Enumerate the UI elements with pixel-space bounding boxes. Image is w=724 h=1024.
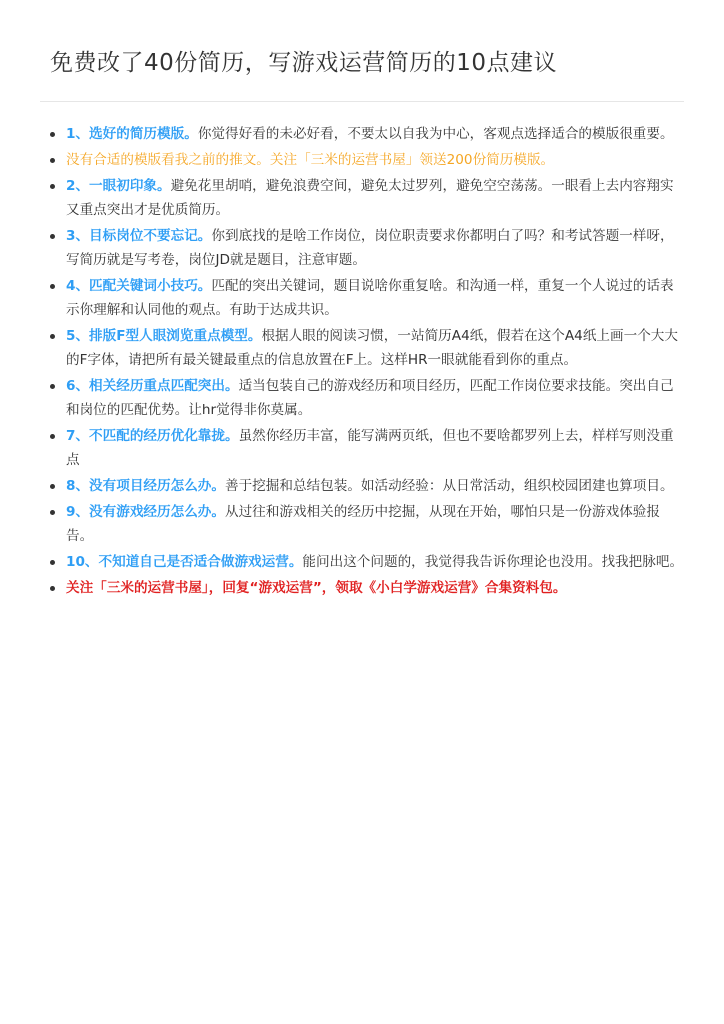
bullet-icon (50, 284, 55, 289)
bullet-icon (50, 158, 55, 163)
item-text: 虽然你经历丰富，能写满两页纸，但也不要啥都罗列上去，样样写则没重点 (66, 428, 674, 468)
advice-list (0, 122, 724, 602)
item-heading: 10、不知道自己是否适合做游戏运营。 (66, 554, 303, 570)
list-item (0, 274, 724, 322)
item-heading: 4、匹配关键词小技巧。 (66, 278, 212, 294)
bullet-icon (50, 184, 55, 189)
list-item (0, 576, 724, 600)
list-item (0, 500, 724, 548)
list-item (0, 224, 724, 272)
item-heading: 9、没有游戏经历怎么办。 (66, 504, 225, 520)
bullet-icon (50, 586, 55, 591)
bullet-icon (50, 510, 55, 515)
title-divider (40, 101, 684, 102)
list-item (0, 148, 724, 172)
item-heading: 7、不匹配的经历优化靠拢。 (66, 428, 239, 444)
bullet-icon (50, 132, 55, 137)
template-note: 没有合适的模版看我之前的推文。关注「三米的运营书屋」领送200份简历模版。 (66, 152, 555, 168)
list-item (0, 174, 724, 222)
bullet-icon (50, 334, 55, 339)
item-text: 根据人眼的阅读习惯，一站简历A4纸，假若在这个A4纸上画一个大大的F字体，请把所有最关键最重点的信息放置在F上。这样HR一眼就能看到你的重点。 (66, 328, 678, 368)
list-item (0, 474, 724, 498)
item-heading: 5、排版F型人眼浏览重点模型。 (66, 328, 262, 344)
item-text: 你觉得好看的未必好看，不要太以自我为中心，客观点选择适合的模版很重要。 (197, 126, 674, 142)
list-item (0, 122, 724, 146)
list-item (0, 324, 724, 372)
item-heading: 6、相关经历重点匹配突出。 (66, 378, 239, 394)
item-heading: 3、目标岗位不要忘记。 (66, 228, 212, 244)
item-text: 能问出这个问题的，我觉得我告诉你理论也没用。找我把脉吧。 (302, 554, 684, 570)
page-title: 免费改了40份简历，写游戏运营简历的10点建议 (50, 50, 558, 76)
item-text: 善于挖掘和总结包装。如活动经验：从日常活动，组织校园团建也算项目。 (225, 478, 674, 494)
item-text: 适当包装自己的游戏经历和项目经历，匹配工作岗位要求技能。突出自己和岗位的匹配优势。让hr觉得非你莫属。 (66, 378, 674, 418)
item-text: 你到底找的是啥工作岗位，岗位职责要求你都明白了吗？和考试答题一样呀，写简历就是写考卷，岗位JD就是题目，注意审题。 (66, 228, 674, 268)
list-item (0, 550, 724, 574)
bullet-icon (50, 484, 55, 489)
bullet-icon (50, 234, 55, 239)
list-item (0, 424, 724, 472)
bullet-icon (50, 560, 55, 565)
bullet-icon (50, 434, 55, 439)
item-heading: 1、选好的简历模版。 (66, 126, 198, 142)
item-text: 避免花里胡哨，避免浪费空间，避免太过罗列，避免空空荡荡。一眼看上去内容翔实又重点突出才是优质简历。 (66, 178, 674, 218)
item-text: 从过往和游戏相关的经历中挖掘，从现在开始，哪怕只是一份游戏体验报告。 (66, 504, 660, 544)
call-to-action: 关注「三米的运营书屋」，回复“游戏运营”，领取《小白学游戏运营》合集资料包。 (66, 580, 567, 596)
bullet-icon (50, 384, 55, 389)
item-heading: 8、没有项目经历怎么办。 (66, 478, 225, 494)
item-text: 匹配的突出关键词，题目说啥你重复啥。和沟通一样，重复一个人说过的话表示你理解和认同他的观点。有助于达成共识。 (66, 278, 674, 318)
item-heading: 2、一眼初印象。 (66, 178, 171, 194)
list-item (0, 374, 724, 422)
